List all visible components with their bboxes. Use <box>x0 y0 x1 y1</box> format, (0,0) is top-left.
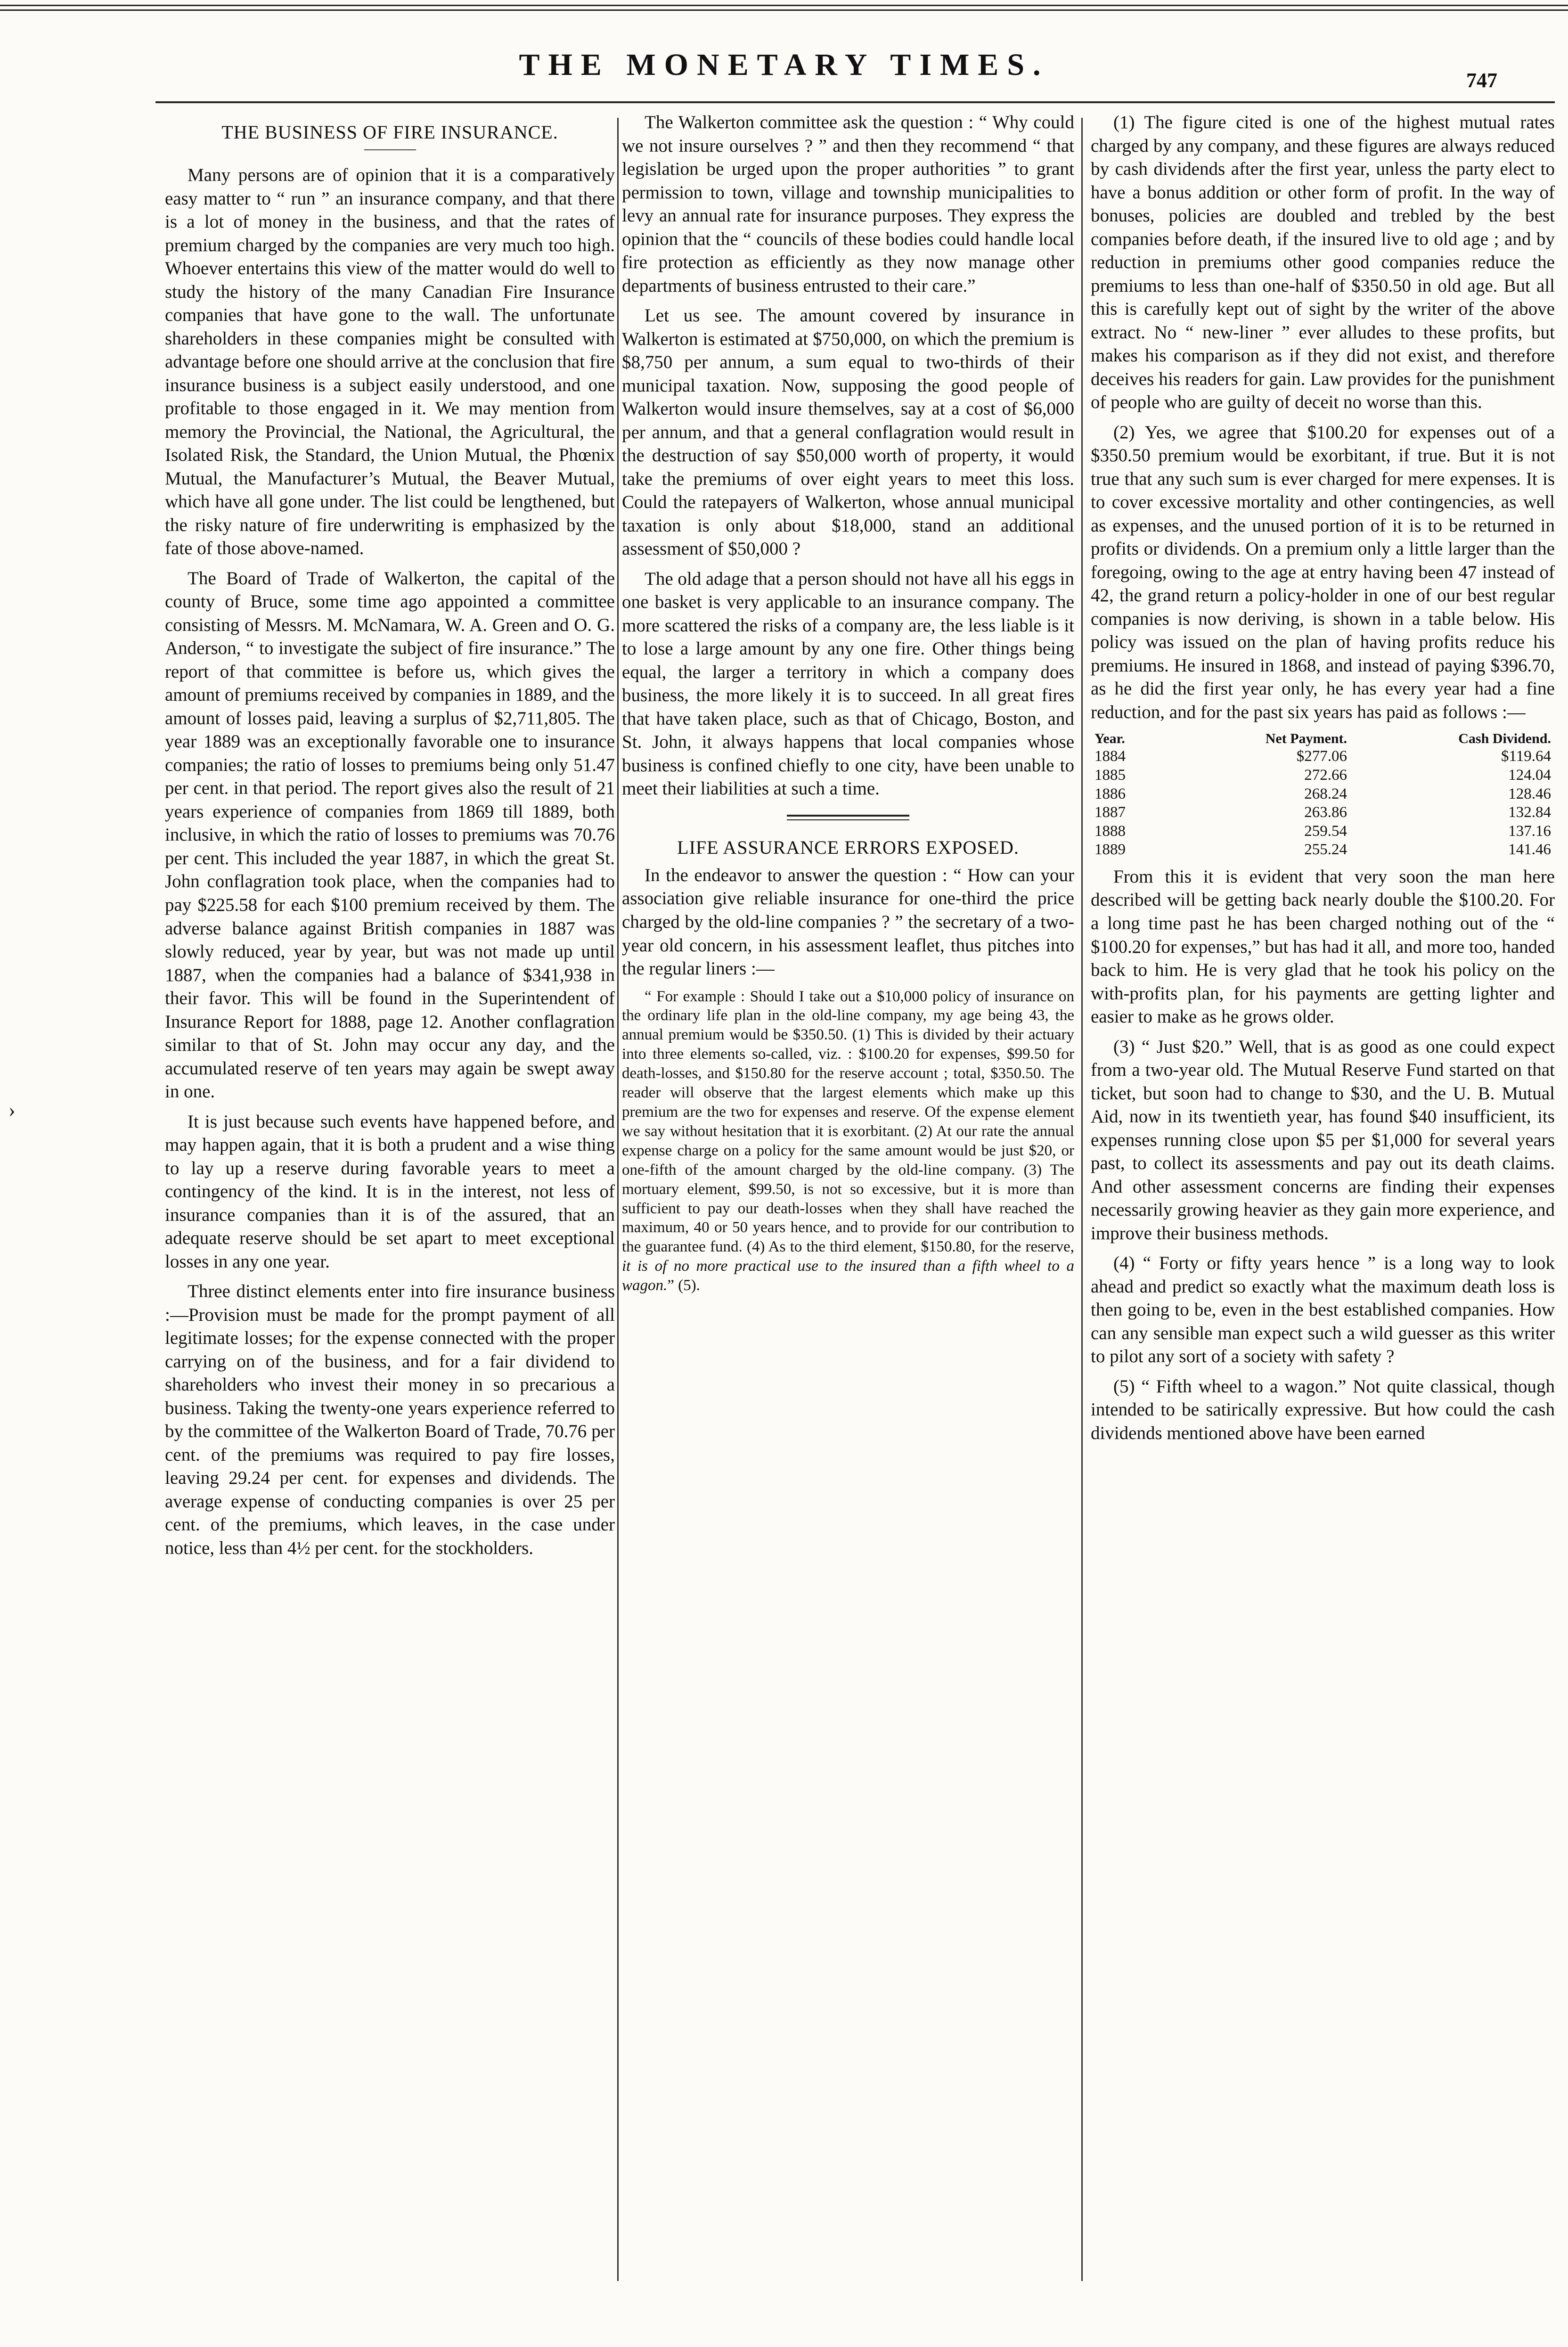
life-quote <box>622 987 1074 1296</box>
table-row <box>1091 803 1555 822</box>
col-header-year: Year. <box>1094 731 1125 747</box>
year-cell: 1886 <box>1094 785 1126 802</box>
net-payment-cell: $277.06 <box>1296 748 1348 765</box>
fire-paragraph: Many persons are of opinion that it is a comparatively easy matter to “ run ” an insurance company, and that there is a lot of money in the business, and that the rates of premium charged by the companies are very much too high. Whoever entertains this view of the matter would do well to study the history of the many Canadian Fire Insurance companies that have gone to the wall. The unfortunate shareholders in these companies might be consulted with advantage before one should arrive at the conclusion that fire insurance business is a subject easily understood, and one profitable to those engaged in it. We may mention from memory the Provincial, the National, the Agricultural, the Isolated Risk, the Standard, the Union Mutual, the Phœnix Mutual, the Manufacturer’s Mutual, the Beaver Mutual, which have all gone under. The list could be lengthened, but the risky nature of fire underwriting is emphasized by the fate of those above-named. <box>165 165 615 559</box>
year-cell: 1889 <box>1094 841 1126 859</box>
fire-paragraph: It is just because such events have happened before, and may happen again, that it is both a prudent and a wise thing to lay up a reserve during favorable years to meet a contingency of the kind. It is in the interest, not less of insurance companies than it is of the assured, that an adequate reserve should be set apart to meet exceptional losses in any one year. <box>165 1111 615 1272</box>
page-number: 747 <box>1466 69 1497 92</box>
column-2 <box>622 111 1074 2281</box>
life-paragraph: (4) “ Forty or fifty years hence ” is a long way to look ahead and predict so exactly what the maximum death loss is then going to be, even in the best established companies. How can any sensible man expect such a wild guesser as this writer to pilot any sort of a society with safety ? <box>1091 1253 1555 1367</box>
dividend-table-header <box>1091 730 1555 747</box>
cash-dividend-cell: 141.46 <box>1508 841 1551 859</box>
margin-mark: › <box>8 1098 16 1121</box>
fire-paragraph: The Walkerton committee ask the question : “ Why could we not insure ourselves ? ” and then they recommend “ that legislation be urged upon the proper authorities ” to grant permission to town, village and township municipalities to levy an annual rate for insurance purposes. They express the opinion that the “ councils of these bodies could handle local fire protection as efficiently as they now manage other departments of business entrusted to their care.” <box>622 112 1074 296</box>
life-quote-italic: it is of no more practical use to the insured than a fifth wheel to a wagon. <box>622 1258 1074 1294</box>
net-payment-cell: 259.54 <box>1304 822 1348 840</box>
top-rule <box>0 5 1568 6</box>
cash-dividend-cell: 128.46 <box>1508 785 1551 802</box>
article-separator <box>787 815 909 820</box>
masthead-title: THE MONETARY TIMES. <box>519 48 1049 82</box>
life-paragraph: (1) The figure cited is one of the highest mutual rates charged by any company, and these figures are always reduced by cash dividends after the first year, unless the party elect to have a bonus addition or other form of profit. In the way of bonuses, policies are doubled and trebled by the best companies before death, if the insured live to old age ; and by reduction in premiums other good companies reduce the premiums to less than one-half of $350.50 in old age. But all this is carefully kept out of sight by the writer of the above extract. No “ new-liner ” ever alludes to these profits, but makes his comparison as if they did not exist, and therefore deceives his readers for gain. Law provides for the punishment of people who are guilty of deceit no worse than this. <box>1091 112 1555 413</box>
table-row <box>1091 747 1555 766</box>
dividend-table <box>1091 730 1555 859</box>
net-payment-cell: 268.24 <box>1304 785 1348 802</box>
year-cell: 1887 <box>1094 804 1126 821</box>
life-paragraph: From this it is evident that very soon the man here described will be getting back nearly double the $100.20. For a long time past he has been charged nothing out of the “ $100.20 for expenses,” but has had it all, and more too, handed back to him. He is very glad that he took his policy on the with-profits plan, for his payments are getting lighter and easier to make as he grows older. <box>1091 866 1555 1027</box>
fire-paragraph: Let us see. The amount covered by insurance in Walkerton is estimated at $750,000, on which the premium is $8,750 per annum, a sum equal to two-thirds of their municipal taxation. Now, supposing the good people of Walkerton would insure themselves, say at a cost of $6,000 per annum, and that a general conflagration would result in the destruction of say $50,000 worth of property, it would take the premiums of over eight years to meet this loss. Could the ratepayers of Walkerton, whose annual municipal taxation is only about $18,000, stand an additional assessment of $50,000 ? <box>622 305 1074 559</box>
column-3 <box>1091 111 1555 2281</box>
life-intro: In the endeavor to answer the question : “ How can your association give reliable insurance for one-third the price charged by the old-line companies ? ” the secretary of a two-year old concern, in his assessment leaflet, thus pitches into the regular liners :— <box>622 865 1074 979</box>
column-1 <box>165 111 615 2281</box>
cash-dividend-cell: $119.64 <box>1501 748 1551 765</box>
cash-dividend-cell: 132.84 <box>1508 804 1551 821</box>
net-payment-cell: 272.66 <box>1304 767 1348 784</box>
year-cell: 1885 <box>1094 767 1126 784</box>
column-rule-2 <box>1081 118 1083 2281</box>
net-payment-cell: 263.86 <box>1304 804 1348 821</box>
life-article-heading: LIFE ASSURANCE ERRORS EXPOSED. <box>677 836 1019 858</box>
col-header-cash-dividend: Cash Dividend. <box>1458 731 1551 747</box>
cash-dividend-cell: 137.16 <box>1508 822 1551 840</box>
life-quote-text: “ For example : Should I take out a $10,000 policy of insurance on the ordinary life plan in the old-line company, my age being 43, the annual premium would be $350.50. (1) This is divided by their actuary into three elements so-called, viz. : $100.20 for expenses, $99.50 for death-losses, and $150.80 for the reserve account ; total, $350.50. The reader will observe that the largest elements which make up this premium are the two for expenses and reserve. Of the expense element we say without hesitation that it is exorbitant. (2) At our rate the annual expense charge on a policy for the same amount would be just $20, or one-fifth of the amount charged by the old-line company. (3) The mortuary element, $99.50, is not so excessive, but it is more than sufficient to pay our death-losses when they shall have reached the maximum, 40 or 50 years hence, and to provide for our contribution to the guarantee fund. (4) As to the third element, $150.80, for the reserve, <box>622 988 1074 1256</box>
table-row <box>1091 841 1555 859</box>
year-cell: 1884 <box>1094 748 1126 765</box>
table-row <box>1091 766 1555 785</box>
header-rule <box>155 101 1555 103</box>
cash-dividend-cell: 124.04 <box>1508 767 1551 784</box>
fire-article-heading: THE BUSINESS OF FIRE INSURANCE. <box>221 122 558 143</box>
column-rule-1 <box>617 118 619 2281</box>
fire-paragraph: Three distinct elements enter into fire insurance business :—Provision must be made for the prompt payment of all legitimate losses; for the expense connected with the proper carrying on of the business, and for a fair dividend to shareholders who invest their money in so precarious a business. Taking the twenty-one years experience referred to by the committee of the Walkerton Board of Trade, 70.76 per cent. of the premiums was required to pay fire losses, leaving 29.24 per cent. for expenses and dividends. The average expense of conducting companies is over 25 per cent. of the premiums, which leaves, in the case under notice, less than 4½ per cent. for the stockholders. <box>165 1281 615 1558</box>
table-row <box>1091 822 1555 841</box>
top-rule-inner <box>0 9 1568 11</box>
life-paragraph: (5) “ Fifth wheel to a wagon.” Not quite classical, though intended to be satirically expressive. But how could the cash dividends mentioned above have been earned <box>1091 1376 1555 1443</box>
year-cell: 1888 <box>1094 822 1126 840</box>
life-paragraph: (2) Yes, we agree that $100.20 for expenses out of a $350.50 premium would be exorbitant, if true. But it is not true that any such sum is ever charged for mere expenses. It is to cover excessive mortality and other contingencies, as well as expenses, and the unused portion of it is to be returned in profits or dividends. On a premium only a little larger than the foregoing, owing to the age at entry having been 47 instead of 42, the grand return a policy-holder in one of our best regular companies is now deriving, is shown in a table below. His policy was issued on the plan of having profits reduce his premiums. He insured in 1868, and instead of paying $396.70, as he did the first year only, he has every year had a fine reduction, and for the past six years has paid as follows :— <box>1091 422 1555 722</box>
life-paragraph: (3) “ Just $20.” Well, that is as good as one could expect from a two-year old. The Mutual Reserve Fund started on that ticket, but soon had to change to $30, and the U. B. Mutual Aid, now in its twentieth year, has found $40 insufficient, its expenses running close upon $5 per $1,000 for several years past, to collect its assessments and pay out its death claims. And other assessment concerns are finding their expenses necessarily growing heavier as they gain more experience, and improve their business methods. <box>1091 1036 1555 1243</box>
col-header-net-payment: Net Payment. <box>1265 731 1348 747</box>
life-quote-end: ” (5). <box>667 1277 700 1294</box>
fire-paragraph: The old adage that a person should not have all his eggs in one basket is very applicable to an insurance company. The more scattered the risks of a company are, the less liable is it to lose a large amount by any one fire. Other things being equal, the larger a territory in which a company does business, the more likely it is to succeed. In all great fires that have taken place, such as that of Chicago, Boston, and St. John, it always happens that local companies whose business is confined chiefly to one city, have been unable to meet their liabilities at such a time. <box>622 568 1074 799</box>
fire-paragraph: The Board of Trade of Walkerton, the capital of the county of Bruce, some time ago appointed a committee consisting of Messrs. M. McNamara, W. A. Green and O. G. Anderson, “ to investigate the subject of fire insurance.” The report of that committee is before us, which gives the amount of premiums received by companies in 1889, and the amount of losses paid, leaving a surplus of $2,711,805. The year 1889 was an exceptionally favorable one to insurance companies; the ratio of losses to premiums being only 51.47 per cent. in that period. The report gives also the result of 21 years experience of companies from 1869 till 1889, both inclusive, in which the ratio of losses to premiums was 70.76 per cent. This included the year 1887, in which the great St. John conflagration took place, when the companies had to pay $225.58 for each $100 premium received by them. The adverse balance against British companies in 1887 was slowly reduced, year by year, but was not made up until 1887, when the companies had a balance of $341,938 in their favor. This will be found in the Superintendent of Insurance Report for 1888, page 12. Another conflagration similar to that of St. John may occur any day, and the accumulated reserve of ten years may again be swept away in one. <box>165 568 615 1102</box>
net-payment-cell: 255.24 <box>1304 841 1348 859</box>
table-row <box>1091 785 1555 804</box>
heading-rule <box>364 149 416 150</box>
